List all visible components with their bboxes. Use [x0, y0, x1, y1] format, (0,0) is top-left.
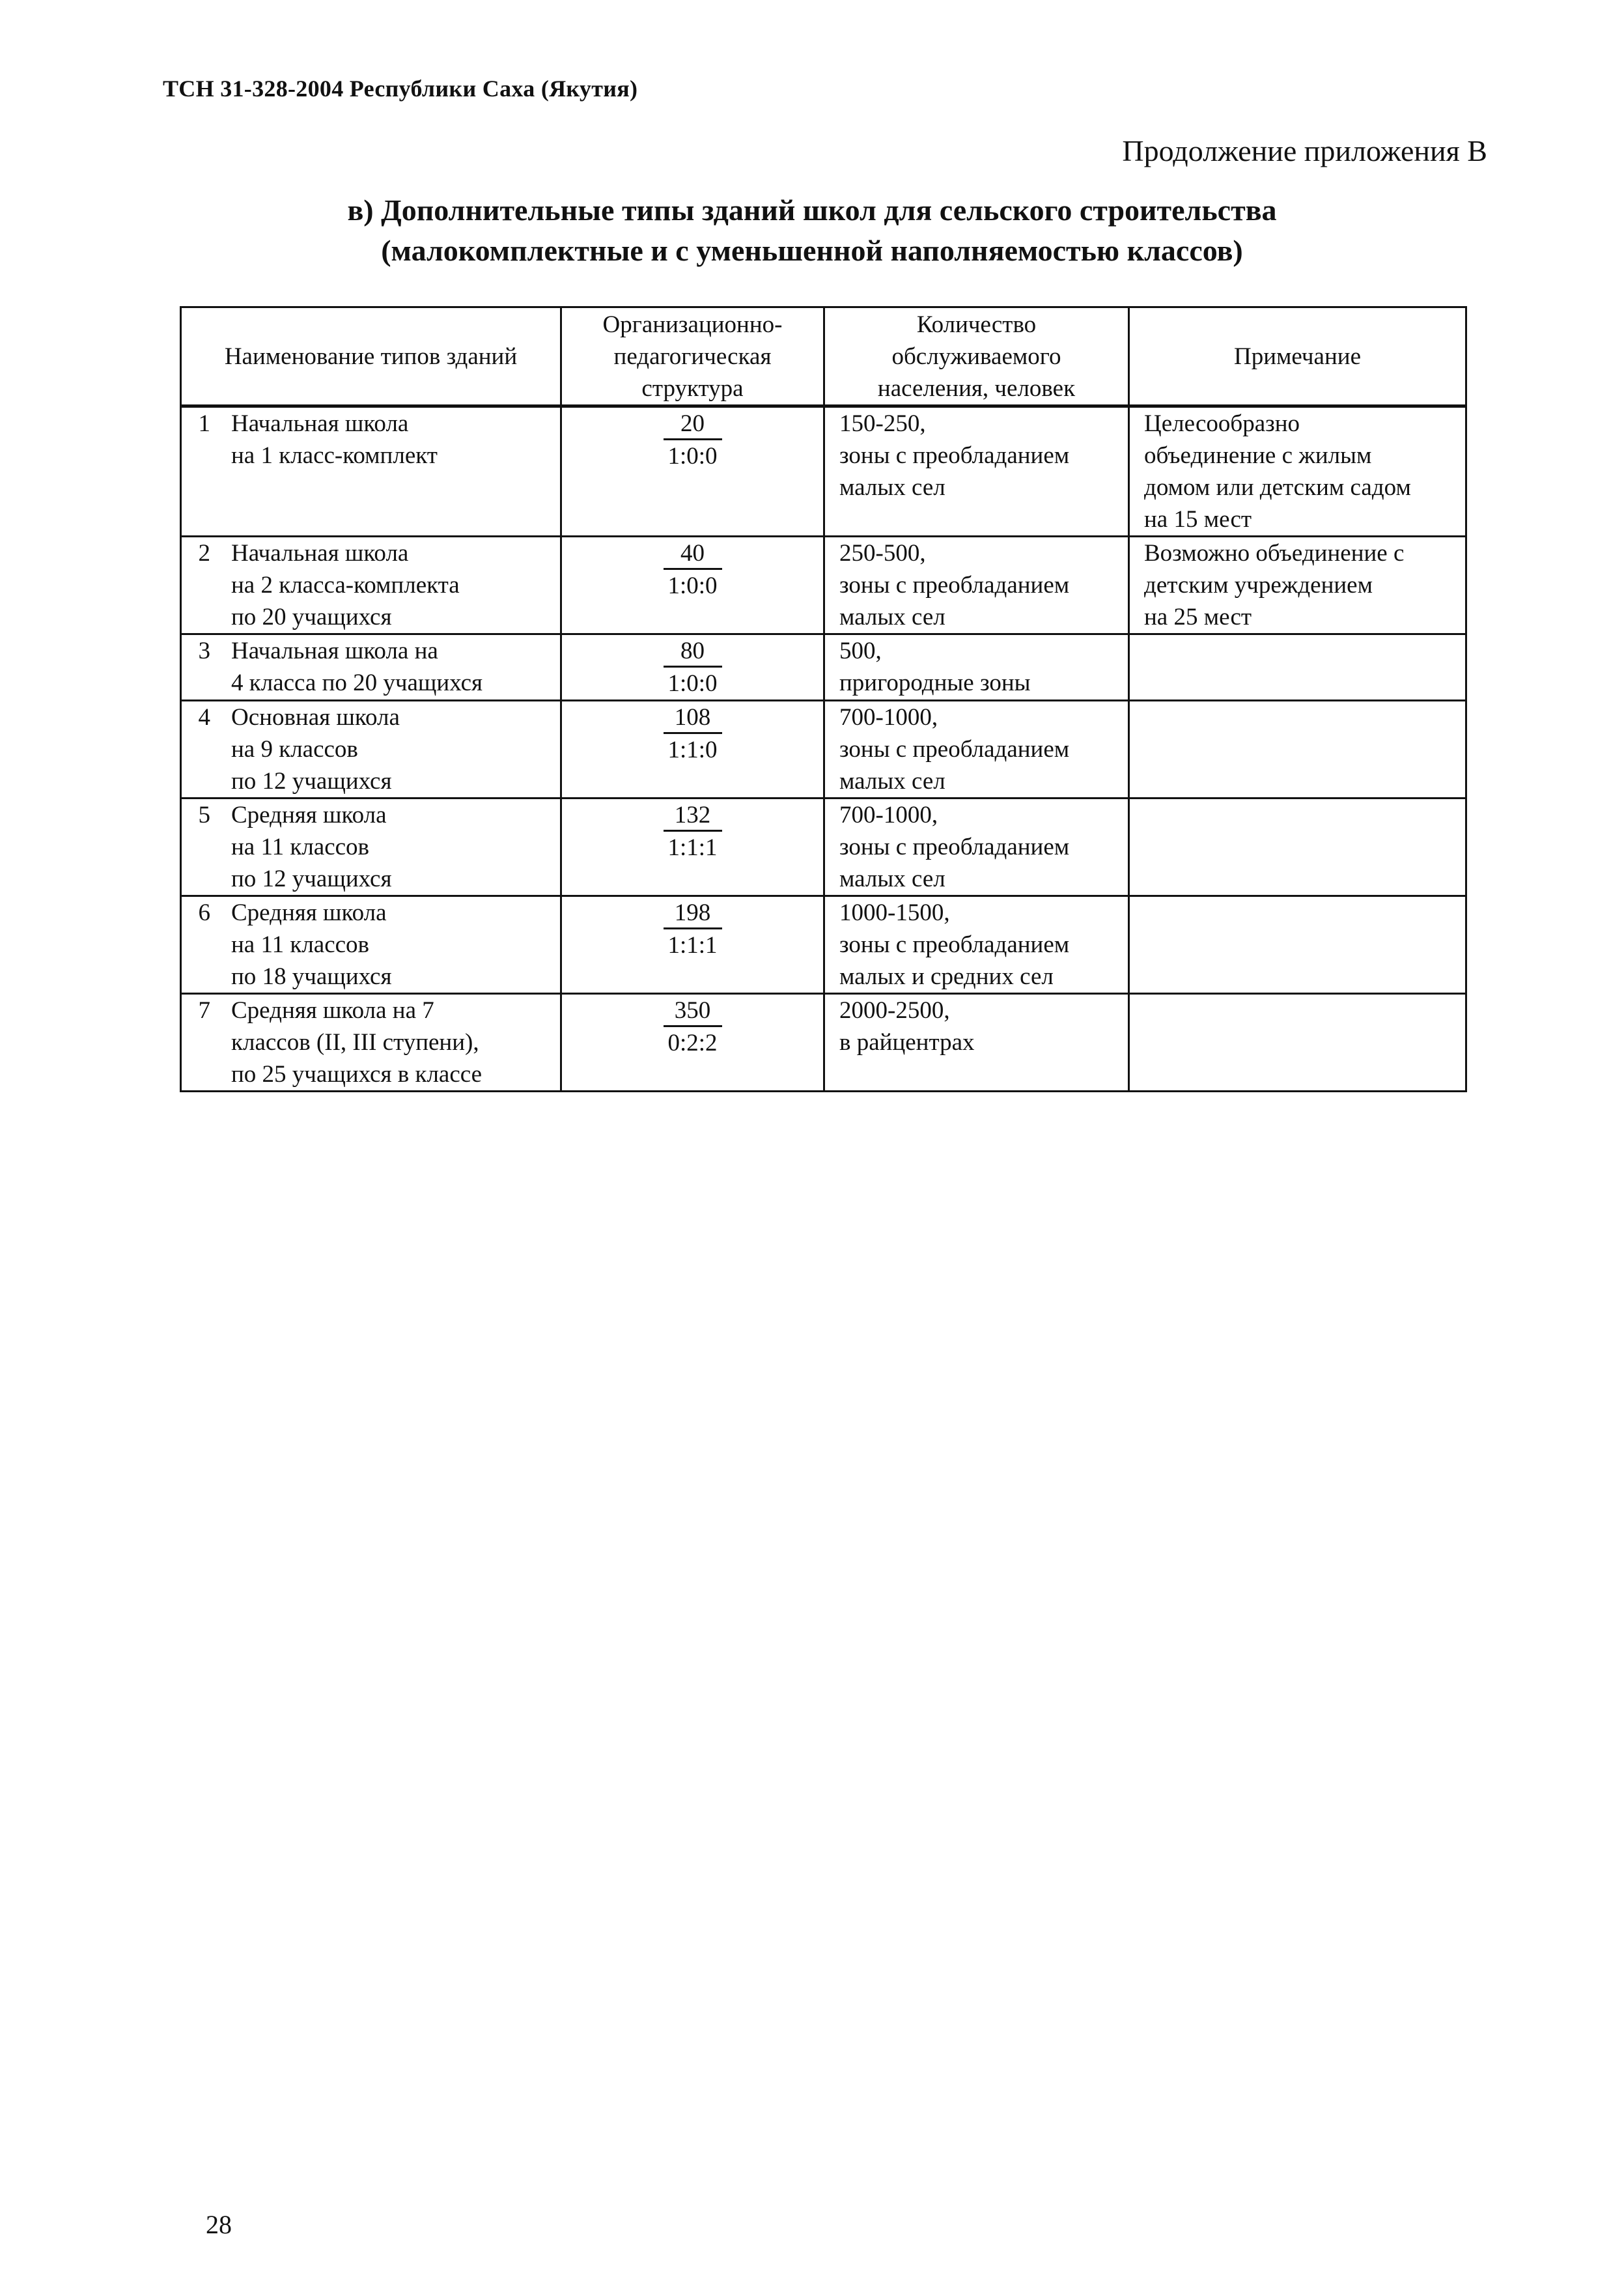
- building-type-line: классов (II, III ступени),: [231, 1029, 479, 1056]
- building-type-line: на 2 класса-комплекта: [231, 572, 460, 599]
- row-number: 4: [198, 704, 210, 731]
- population-line: малых сел: [839, 604, 945, 630]
- table-row: [181, 896, 1466, 994]
- cell-population: [824, 896, 1129, 994]
- cell-note: [1129, 994, 1466, 1092]
- cell-population: [824, 406, 1129, 537]
- structure-ratio: 1:1:0: [667, 737, 718, 763]
- population-line: малых сел: [839, 866, 945, 892]
- population-line: 2000-2500,: [839, 997, 950, 1024]
- document-code: ТСН 31-328-2004 Республики Саха (Якутия): [163, 76, 638, 102]
- header-structure: [561, 307, 824, 406]
- population-line: 150-250,: [839, 410, 926, 437]
- header-structure-line: Организационно-: [602, 311, 783, 338]
- cell-population: [824, 701, 1129, 799]
- section-title-line-2: (малокомплектные и с уменьшенной наполняемостью классов): [381, 234, 1243, 267]
- cell-building-type: [181, 799, 561, 896]
- row-number: 3: [198, 638, 210, 664]
- header-note: Примечание: [1129, 307, 1466, 406]
- building-type-line: на 11 классов: [231, 834, 370, 860]
- section-title: [0, 190, 1624, 271]
- structure-ratio: 1:0:0: [667, 670, 718, 697]
- student-capacity: 132: [664, 801, 722, 832]
- building-type-line: по 12 учащихся: [231, 866, 392, 892]
- student-capacity: 108: [664, 703, 722, 734]
- building-type-line: на 1 класс-комплект: [231, 442, 438, 469]
- page-number: 28: [206, 2210, 232, 2239]
- population-line: зоны с преобладанием: [839, 834, 1070, 860]
- cell-note: [1129, 701, 1466, 799]
- population-line: малых и средних сел: [839, 963, 1054, 990]
- population-line: пригородные зоны: [839, 670, 1031, 696]
- note-line: домом или детским садом: [1144, 474, 1411, 501]
- structure-ratio: 1:1:1: [667, 932, 718, 959]
- building-type-line: на 11 классов: [231, 931, 370, 958]
- building-type-line: Основная школа: [231, 704, 400, 731]
- header-population-line: населения, человек: [877, 375, 1076, 402]
- header-population: [824, 307, 1129, 406]
- table-row: [181, 799, 1466, 896]
- population-line: в райцентрах: [839, 1029, 975, 1056]
- building-type-line: Начальная школа на: [231, 638, 438, 664]
- cell-structure: [561, 537, 824, 634]
- note-line: объединение с жилым: [1144, 442, 1372, 469]
- cell-population: [824, 799, 1129, 896]
- population-line: 500,: [839, 638, 882, 664]
- cell-building-type: [181, 537, 561, 634]
- building-type-line: по 20 учащихся: [231, 604, 392, 630]
- population-line: зоны с преобладанием: [839, 442, 1070, 469]
- population-line: малых сел: [839, 474, 945, 501]
- cell-note: [1129, 896, 1466, 994]
- table-row: [181, 994, 1466, 1092]
- cell-building-type: [181, 406, 561, 537]
- table-body: [181, 406, 1466, 1092]
- row-number: 5: [198, 802, 210, 828]
- student-capacity: 40: [664, 539, 722, 570]
- cell-building-type: [181, 701, 561, 799]
- building-type-line: Средняя школа на 7: [231, 997, 434, 1024]
- cell-note: [1129, 799, 1466, 896]
- cell-population: [824, 994, 1129, 1092]
- row-number: 2: [198, 540, 210, 567]
- cell-note: [1129, 537, 1466, 634]
- table-row: [181, 634, 1466, 701]
- row-number: 6: [198, 899, 210, 926]
- table-row: [181, 406, 1466, 537]
- cell-building-type: [181, 634, 561, 701]
- building-type-line: Средняя школа: [231, 899, 387, 926]
- student-capacity: 80: [664, 637, 722, 668]
- section-title-line-1: в) Дополнительные типы зданий школ для сельского строительства: [347, 193, 1277, 227]
- population-line: 250-500,: [839, 540, 926, 567]
- note-line: Целесообразно: [1144, 410, 1300, 437]
- cell-structure: [561, 896, 824, 994]
- population-line: зоны с преобладанием: [839, 572, 1070, 599]
- cell-building-type: [181, 896, 561, 994]
- population-line: 700-1000,: [839, 802, 938, 828]
- table-row: [181, 537, 1466, 634]
- structure-ratio: 1:1:1: [667, 834, 718, 861]
- header-structure-line: структура: [641, 375, 744, 402]
- cell-structure: [561, 406, 824, 537]
- population-line: малых сел: [839, 768, 945, 795]
- student-capacity: 350: [664, 997, 722, 1027]
- population-line: 700-1000,: [839, 704, 938, 731]
- school-types-table: [180, 306, 1467, 1092]
- header-population-line: обслуживаемого: [891, 343, 1061, 370]
- building-type-line: по 18 учащихся: [231, 963, 392, 990]
- structure-ratio: 1:0:0: [667, 572, 718, 599]
- population-line: зоны с преобладанием: [839, 931, 1070, 958]
- table-row: [181, 701, 1466, 799]
- appendix-continuation: Продолжение приложения В: [1122, 134, 1487, 167]
- building-type-line: Средняя школа: [231, 802, 387, 828]
- cell-note: [1129, 634, 1466, 701]
- header-population-line: Количество: [916, 311, 1037, 338]
- header-structure-line: педагогическая: [613, 343, 772, 370]
- structure-ratio: 1:0:0: [667, 443, 718, 470]
- note-line: на 25 мест: [1144, 604, 1252, 630]
- table-header-row: [181, 307, 1466, 406]
- cell-structure: [561, 701, 824, 799]
- cell-building-type: [181, 994, 561, 1092]
- note-line: Возможно объединение с: [1144, 540, 1405, 567]
- population-line: 1000-1500,: [839, 899, 950, 926]
- row-number: 1: [198, 410, 210, 437]
- cell-structure: [561, 634, 824, 701]
- note-line: детским учреждением: [1144, 572, 1373, 599]
- building-type-line: на 9 классов: [231, 736, 358, 763]
- row-number: 7: [198, 997, 210, 1024]
- structure-ratio: 0:2:2: [667, 1030, 718, 1056]
- cell-population: [824, 537, 1129, 634]
- population-line: зоны с преобладанием: [839, 736, 1070, 763]
- building-type-line: по 25 учащихся в классе: [231, 1061, 483, 1088]
- cell-structure: [561, 994, 824, 1092]
- building-type-line: по 12 учащихся: [231, 768, 392, 795]
- cell-population: [824, 634, 1129, 701]
- student-capacity: 20: [664, 410, 722, 440]
- building-type-line: Начальная школа: [231, 540, 409, 567]
- building-type-line: 4 класса по 20 учащихся: [231, 670, 483, 696]
- cell-structure: [561, 799, 824, 896]
- header-name: Наименование типов зданий: [181, 307, 561, 406]
- building-type-line: Начальная школа: [231, 410, 409, 437]
- note-line: на 15 мест: [1144, 506, 1252, 533]
- student-capacity: 198: [664, 899, 722, 929]
- cell-note: [1129, 406, 1466, 537]
